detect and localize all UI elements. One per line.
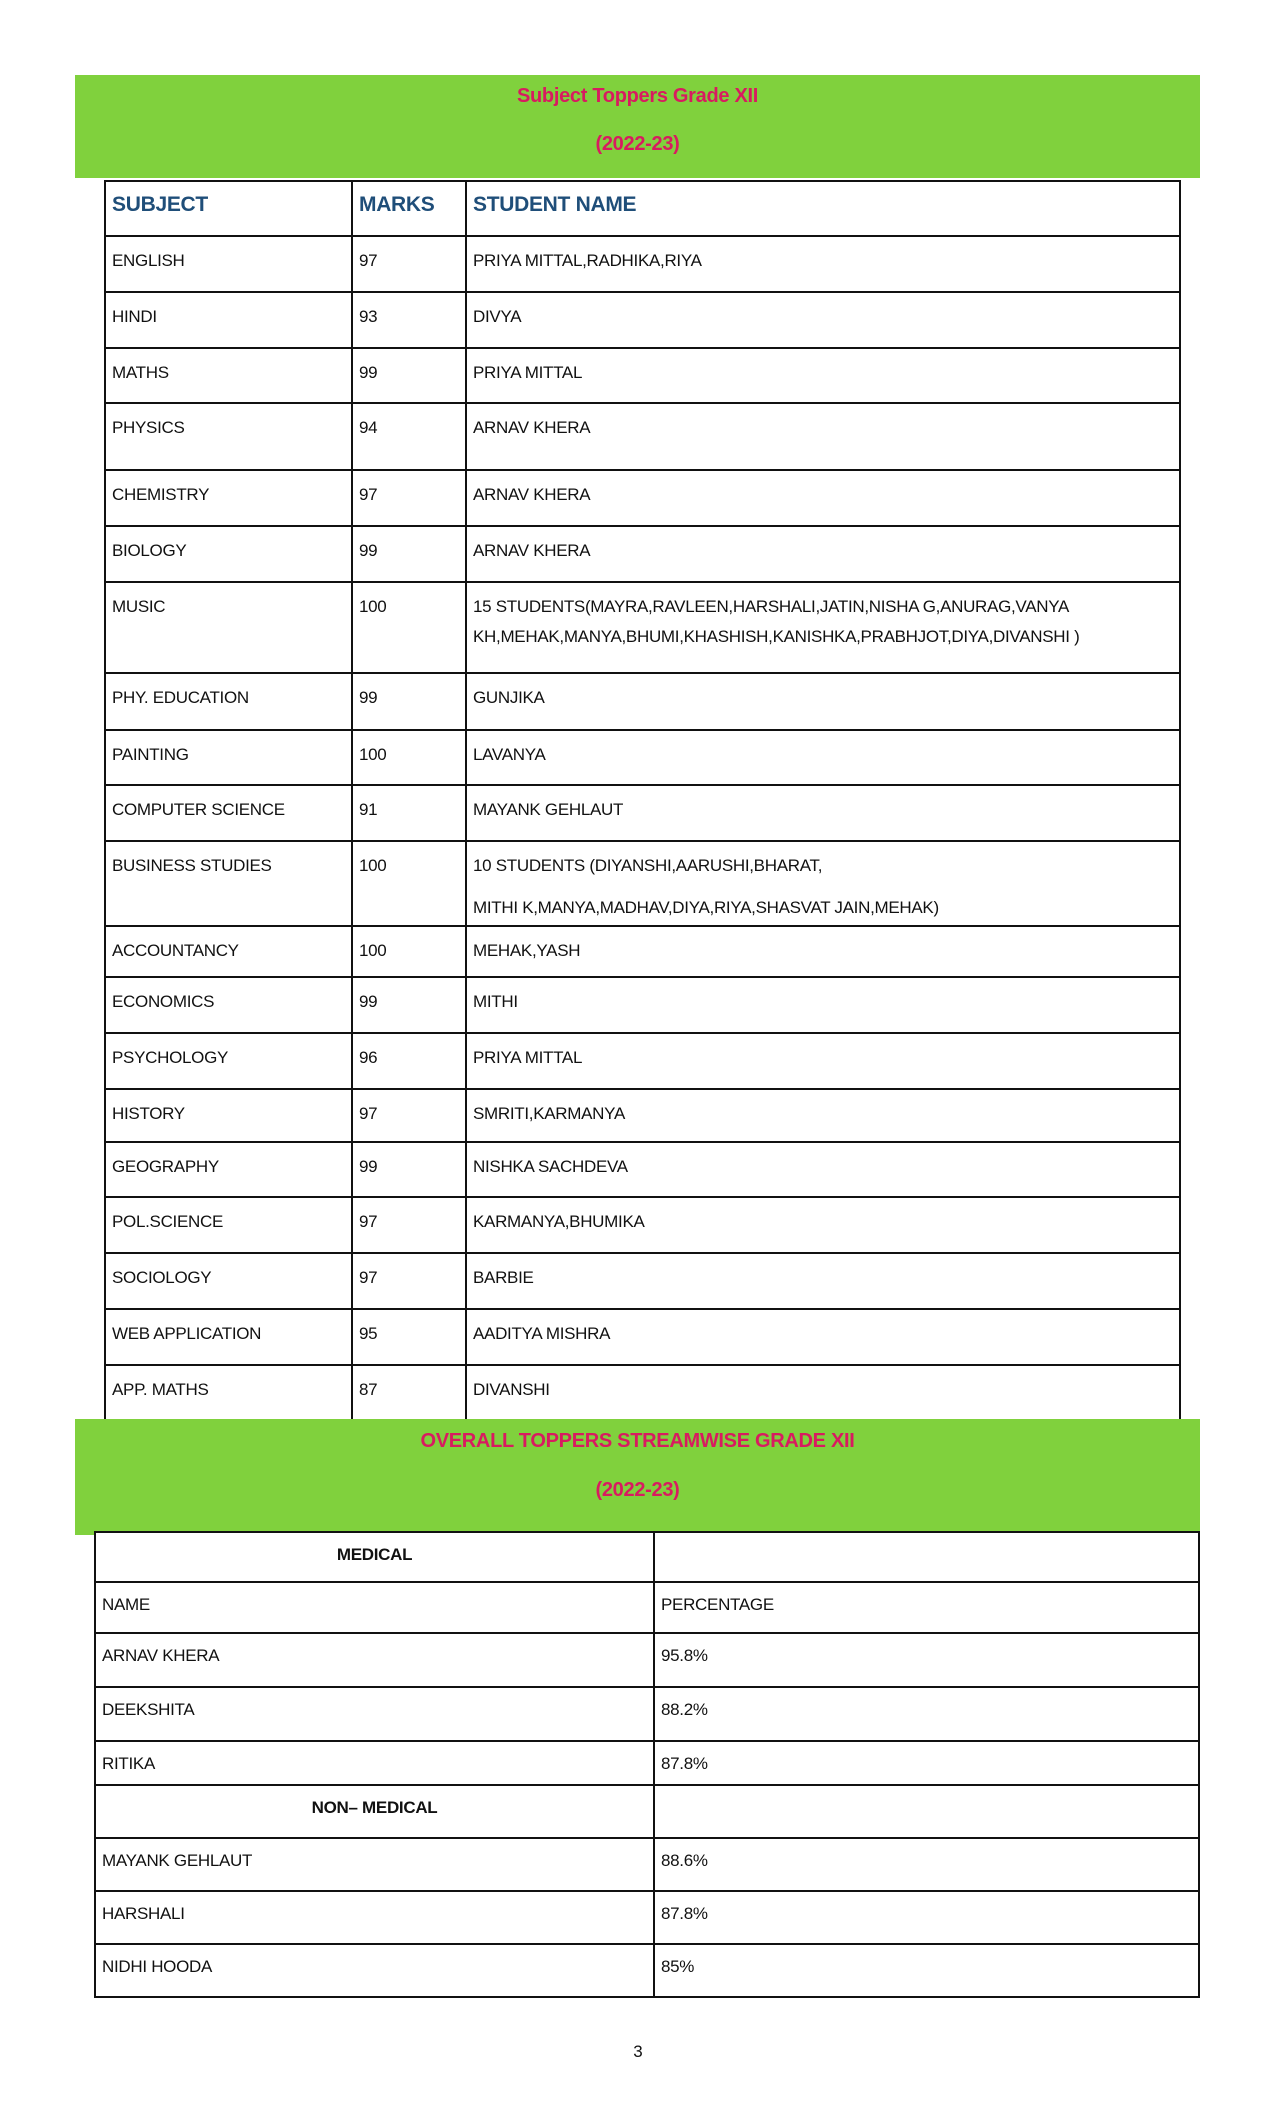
student-name-cell xyxy=(466,348,1180,403)
empty-cell xyxy=(654,1785,1199,1838)
student-name-cell xyxy=(466,582,1180,673)
subject-toppers-session: (2022-23) xyxy=(595,133,680,155)
table-row xyxy=(105,977,1180,1033)
marks-cell: 99 xyxy=(352,673,466,730)
student-name-cell xyxy=(466,841,1180,926)
stream-row-non-medical xyxy=(95,1785,1199,1838)
student-name-text: SMRITI,KARMANYA xyxy=(473,1104,625,1123)
student-name-cell xyxy=(466,1309,1180,1365)
subject-cell: BIOLOGY xyxy=(105,526,352,582)
table-row xyxy=(95,1838,1199,1891)
student-name-cell xyxy=(466,977,1180,1033)
marks-cell: 95 xyxy=(352,1309,466,1365)
subject-cell: SOCIOLOGY xyxy=(105,1253,352,1309)
table-row xyxy=(105,582,1180,673)
overall-toppers-title: OVERALL TOPPERS STREAMWISE GRADE XII xyxy=(420,1430,855,1452)
table-row xyxy=(105,1033,1180,1089)
empty-cell xyxy=(654,1532,1199,1582)
subject-cell: COMPUTER SCIENCE xyxy=(105,785,352,841)
marks-cell: 94 xyxy=(352,403,466,470)
overall-toppers-table xyxy=(94,1531,1200,1998)
subject-cell: ECONOMICS xyxy=(105,977,352,1033)
marks-cell: 97 xyxy=(352,470,466,526)
table-row xyxy=(105,1089,1180,1142)
student-name-text: PRIYA MITTAL xyxy=(473,363,583,382)
student-name-cell xyxy=(466,470,1180,526)
student-name-text: 10 STUDENTS (DIYANSHI,AARUSHI,BHARAT, xyxy=(473,856,823,875)
subject-cell: MATHS xyxy=(105,348,352,403)
table-row xyxy=(105,236,1180,292)
student-name-text: LAVANYA xyxy=(473,745,546,764)
subject-toppers-banner xyxy=(75,75,1200,178)
percentage: 95.8% xyxy=(654,1633,1199,1687)
student-name-text: PRIYA MITTAL,RADHIKA,RIYA xyxy=(473,251,702,270)
student-name-cell xyxy=(466,673,1180,730)
table-row xyxy=(105,926,1180,977)
marks-cell: 97 xyxy=(352,1197,466,1253)
student-name-cell xyxy=(466,785,1180,841)
table-row xyxy=(105,673,1180,730)
table-row xyxy=(105,841,1180,926)
stream-label-medical: MEDICAL xyxy=(95,1532,654,1582)
subject-cell: PAINTING xyxy=(105,730,352,785)
column-header-marks: MARKS xyxy=(352,181,466,236)
student-name-text: DIVANSHI xyxy=(473,1380,550,1399)
student-name-text: KARMANYA,BHUMIKA xyxy=(473,1212,645,1231)
student-name-cell xyxy=(466,403,1180,470)
student-name-cell xyxy=(466,1142,1180,1197)
table-row xyxy=(105,1197,1180,1253)
subject-toppers-table xyxy=(104,180,1181,1421)
student-name-cell xyxy=(466,1033,1180,1089)
stream-label-non-medical: NON– MEDICAL xyxy=(95,1785,654,1838)
student-name-text: 15 STUDENTS(MAYRA,RAVLEEN,HARSHALI,JATIN,NISHA G,ANURAG,VANYA KH,MEHAK,MANYA,BHUMI,KHASHISH,KANISHKA,PRABHJOT,DIYA,DIVANSHI ) xyxy=(473,597,1080,646)
student-name-text-line2: MITHI K,MANYA,MADHAV,DIYA,RIYA,SHASVAT JAIN,MEHAK) xyxy=(473,898,939,917)
subject-cell: APP. MATHS xyxy=(105,1365,352,1420)
marks-cell: 97 xyxy=(352,236,466,292)
table-header-row xyxy=(105,181,1180,236)
subject-cell: ACCOUNTANCY xyxy=(105,926,352,977)
student-name: MAYANK GEHLAUT xyxy=(95,1838,654,1891)
student-name-cell xyxy=(466,236,1180,292)
subject-cell: PSYCHOLOGY xyxy=(105,1033,352,1089)
table-row xyxy=(95,1633,1199,1687)
marks-cell: 100 xyxy=(352,730,466,785)
student-name-text: MITHI xyxy=(473,992,518,1011)
marks-cell: 93 xyxy=(352,292,466,348)
column-header-name: NAME xyxy=(95,1582,654,1633)
marks-cell: 100 xyxy=(352,926,466,977)
marks-cell: 97 xyxy=(352,1089,466,1142)
student-name-text: BARBIE xyxy=(473,1268,534,1287)
student-name: NIDHI HOODA xyxy=(95,1944,654,1997)
subject-cell: BUSINESS STUDIES xyxy=(105,841,352,926)
subject-cell: POL.SCIENCE xyxy=(105,1197,352,1253)
student-name-text: NISHKA SACHDEVA xyxy=(473,1157,628,1176)
subject-cell: PHY. EDUCATION xyxy=(105,673,352,730)
student-name-cell xyxy=(466,1253,1180,1309)
overall-header-row xyxy=(95,1582,1199,1633)
subject-cell: MUSIC xyxy=(105,582,352,673)
student-name: HARSHALI xyxy=(95,1891,654,1944)
table-row xyxy=(105,785,1180,841)
student-name-cell xyxy=(466,526,1180,582)
marks-cell: 87 xyxy=(352,1365,466,1420)
table-row xyxy=(105,292,1180,348)
marks-cell: 100 xyxy=(352,841,466,926)
student-name-text: GUNJIKA xyxy=(473,688,545,707)
percentage: 87.8% xyxy=(654,1891,1199,1944)
student-name-cell xyxy=(466,1089,1180,1142)
student-name-text: ARNAV KHERA xyxy=(473,541,591,560)
table-row xyxy=(105,1365,1180,1420)
student-name-cell xyxy=(466,1197,1180,1253)
student-name-cell xyxy=(466,926,1180,977)
table-row xyxy=(95,1741,1199,1785)
table-row xyxy=(95,1891,1199,1944)
marks-cell: 97 xyxy=(352,1253,466,1309)
overall-toppers-banner xyxy=(75,1419,1200,1535)
student-name-text: AADITYA MISHRA xyxy=(473,1324,611,1343)
percentage: 87.8% xyxy=(654,1741,1199,1785)
table-row xyxy=(105,1142,1180,1197)
marks-cell: 96 xyxy=(352,1033,466,1089)
student-name-text: MEHAK,YASH xyxy=(473,941,581,960)
percentage: 88.2% xyxy=(654,1687,1199,1741)
student-name: DEEKSHITA xyxy=(95,1687,654,1741)
subject-toppers-title: Subject Toppers Grade XII xyxy=(516,85,759,107)
student-name-text: ARNAV KHERA xyxy=(473,485,591,504)
marks-cell: 99 xyxy=(352,348,466,403)
student-name-cell xyxy=(466,1365,1180,1420)
student-name-text: PRIYA MITTAL xyxy=(473,1048,583,1067)
subject-cell: WEB APPLICATION xyxy=(105,1309,352,1365)
subject-cell: PHYSICS xyxy=(105,403,352,470)
table-row xyxy=(105,730,1180,785)
student-name-text: DIVYA xyxy=(473,307,522,326)
student-name-text: MAYANK GEHLAUT xyxy=(473,800,624,819)
student-name-cell xyxy=(466,730,1180,785)
overall-toppers-session: (2022-23) xyxy=(595,1479,680,1501)
percentage: 88.6% xyxy=(654,1838,1199,1891)
subject-cell: ENGLISH xyxy=(105,236,352,292)
marks-cell: 99 xyxy=(352,526,466,582)
student-name: RITIKA xyxy=(95,1741,654,1785)
table-row xyxy=(95,1944,1199,1997)
subject-cell: GEOGRAPHY xyxy=(105,1142,352,1197)
marks-cell: 100 xyxy=(352,582,466,673)
subject-cell: CHEMISTRY xyxy=(105,470,352,526)
table-row xyxy=(105,348,1180,403)
subject-cell: HISTORY xyxy=(105,1089,352,1142)
subject-cell: HINDI xyxy=(105,292,352,348)
table-row xyxy=(95,1687,1199,1741)
column-header-student-name: STUDENT NAME xyxy=(466,181,1180,236)
marks-cell: 99 xyxy=(352,977,466,1033)
table-row xyxy=(105,1253,1180,1309)
student-name-cell xyxy=(466,292,1180,348)
table-row xyxy=(105,470,1180,526)
column-header-subject: SUBJECT xyxy=(105,181,352,236)
table-row xyxy=(105,403,1180,470)
table-row xyxy=(105,526,1180,582)
marks-cell: 99 xyxy=(352,1142,466,1197)
student-name: ARNAV KHERA xyxy=(95,1633,654,1687)
percentage: 85% xyxy=(654,1944,1199,1997)
table-row xyxy=(105,1309,1180,1365)
student-name-text: ARNAV KHERA xyxy=(473,418,591,437)
stream-row-medical xyxy=(95,1532,1199,1582)
page-number: 3 xyxy=(633,2042,643,2061)
column-header-percentage: PERCENTAGE xyxy=(654,1582,1199,1633)
marks-cell: 91 xyxy=(352,785,466,841)
